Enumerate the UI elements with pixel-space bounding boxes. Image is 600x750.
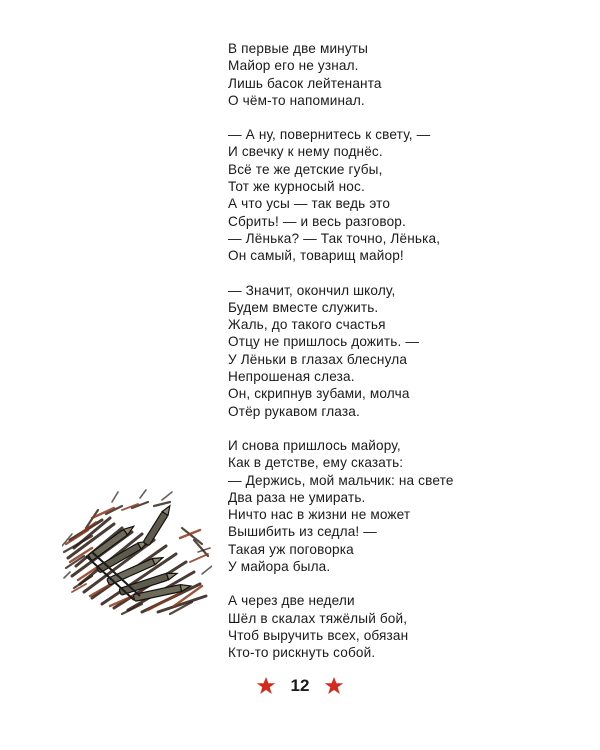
- poem-line: Майор его не узнал.: [228, 58, 359, 74]
- red-star-icon: [324, 676, 344, 696]
- ammunition-belt-illustration: [62, 488, 212, 618]
- poem-line: Всё те же детские губы,: [228, 161, 383, 177]
- poem-line: — Лёнька? — Так точно, Лёнька,: [228, 230, 441, 246]
- star-shape: [325, 677, 343, 694]
- poem-line: Вышибить из седла! —: [228, 524, 378, 540]
- poem-line: Сбрить! — и весь разговор.: [228, 213, 406, 229]
- poem-line: Ничто нас в жизни не может: [228, 507, 411, 523]
- poem-line: Он самый, товарищ майор!: [228, 248, 404, 264]
- stanza: [228, 126, 558, 264]
- poem-line: Отёр рукавом глаза.: [228, 403, 360, 419]
- stanza: [228, 282, 558, 420]
- poem-line: Непрошеная слеза.: [228, 369, 355, 385]
- poem-line: Кто-то рискнуть собой.: [228, 645, 376, 661]
- star-shape: [256, 677, 274, 694]
- page-number: 12: [290, 676, 310, 695]
- poem-line: Будем вместе служить.: [228, 299, 379, 315]
- stanza: [228, 40, 558, 109]
- poem-line: Два раза не умирать.: [228, 489, 366, 505]
- poem-line: — Значит, окончил школу,: [228, 282, 396, 298]
- poem-text: [228, 40, 558, 679]
- poem-line: У майора была.: [228, 559, 331, 575]
- poem-line: Отцу не пришлось дожить. —: [228, 334, 420, 350]
- red-star-icon: [256, 676, 276, 696]
- poem-line: У Лёньки в глазах блеснула: [228, 351, 408, 367]
- poem-line: Жаль, до такого счастья: [228, 317, 386, 333]
- poem-line: И снова пришлось майору,: [228, 437, 401, 453]
- poem-line: Такая уж поговорка: [228, 541, 354, 557]
- ammunition-belt-icon: [62, 488, 212, 618]
- stanza: [228, 592, 558, 661]
- poem-line: Чтоб выручить всех, обязан: [228, 627, 409, 643]
- poem-line: А через две недели: [228, 593, 355, 609]
- poem-line: — А ну, повернитесь к свету, —: [228, 127, 431, 143]
- poem-line: Тот же курносый нос.: [228, 179, 365, 195]
- poem-line: А что усы — так ведь это: [228, 196, 391, 212]
- poem-line: О чём-то напоминал.: [228, 92, 365, 108]
- page-footer: [0, 672, 600, 700]
- stanza: [228, 437, 558, 575]
- poem-line: Шёл в скалах тяжёлый бой,: [228, 610, 408, 626]
- poem-line: В первые две минуты: [228, 41, 369, 56]
- poem-line: Лишь басок лейтенанта: [228, 75, 382, 91]
- poem-line: Он, скрипнув зубами, молча: [228, 386, 410, 402]
- poem-line: Как в детстве, ему сказать:: [228, 455, 404, 471]
- poem-line: — Держись, мой мальчик: на свете: [228, 472, 454, 488]
- poem-line: И свечку к нему поднёс.: [228, 144, 383, 160]
